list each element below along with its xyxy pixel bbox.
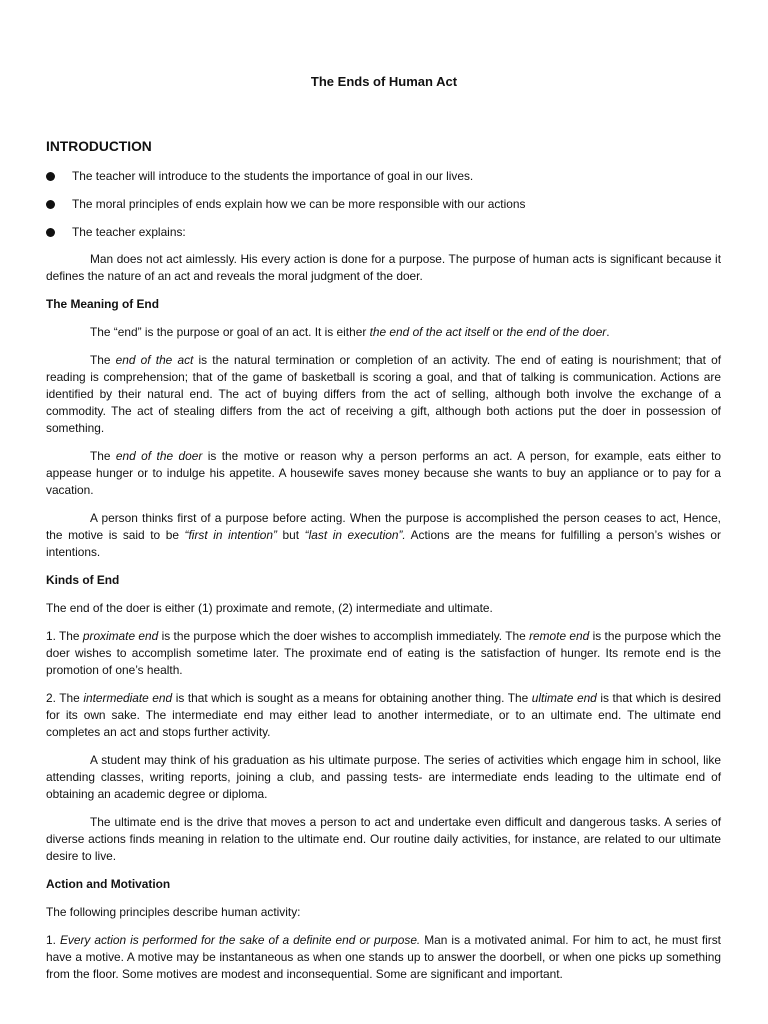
- text-run: is the motive or reason why a person performs an act. A person, for example, eats either to appease hunger or to indulge his appetite. A housewife saves money because she wants to buy an appliance or to pay for a vacation.: [46, 449, 721, 497]
- italic-term: proximate end: [82, 629, 159, 643]
- heading-kinds-of-end: Kinds of End: [46, 573, 120, 587]
- text-run: but: [276, 528, 305, 542]
- paragraph-end-definition: [46, 324, 721, 341]
- bullet-item: [46, 196, 721, 213]
- text-run: is that which is desired for its own sake. The intermediate end may either lead to another intermediate, or to an ultimate end. The ultimate end completes an act and stops further activity.: [46, 691, 721, 739]
- text-run: The: [90, 449, 116, 463]
- italic-term: intermediate end: [83, 691, 173, 705]
- bullet-item: [46, 224, 721, 241]
- paragraph-end-of-act: [46, 352, 721, 437]
- paragraph-principles-intro: The following principles describe human activity:: [46, 905, 301, 919]
- text-run: 2. The: [46, 691, 84, 705]
- italic-term: end of the doer: [115, 449, 203, 463]
- paragraph-ultimate-drive: The ultimate end is the drive that moves a person to act and undertake even difficult and dangerous tasks. A series of diverse actions finds meaning in relation to the ultimate end. Our routine daily activities, for instance, are related to our ultimate desire to live.: [46, 815, 721, 863]
- heading-meaning-of-end: The Meaning of End: [46, 297, 159, 311]
- bullet-icon: [46, 200, 55, 209]
- italic-term: the end of the act itself: [369, 325, 490, 339]
- paragraph-kinds-summary: The end of the doer is either (1) proximate and remote, (2) intermediate and ultimate.: [46, 601, 493, 615]
- introduction-heading: INTRODUCTION: [46, 139, 152, 154]
- italic-quote: “first in intention”: [184, 528, 277, 542]
- text-run: .: [606, 325, 610, 339]
- text-run: The “end” is the purpose or goal of an act. It is either: [90, 325, 370, 339]
- paragraph-purpose-first: [46, 510, 721, 561]
- text-run: Man is a motivated animal. For him to act, he must first have a motive. A motive may be instantaneous as when one stands up to answer the doorbell, or when one picks up something from the floor. Some motives are modest and inconsequential. Some are significant and important.: [46, 933, 721, 981]
- italic-term: end of the act: [115, 353, 194, 367]
- bullet-text: The teacher will introduce to the students the importance of goal in our lives.: [72, 169, 474, 183]
- bullet-item: [46, 168, 721, 185]
- italic-term: remote end: [529, 629, 590, 643]
- text-run: or: [489, 325, 507, 339]
- heading-action-motivation: Action and Motivation: [46, 877, 171, 891]
- bullet-icon: [46, 228, 55, 237]
- text-run: is the purpose which the doer wishes to accomplish sometime later. The proximate end of eating is the satisfaction of hunger. Its remote end is the promotion of one’s health.: [46, 629, 721, 677]
- paragraph-intermediate-ultimate: [46, 690, 721, 741]
- text-run: The: [90, 353, 116, 367]
- text-run: Actions are the means for fulfilling a person’s wishes or intentions.: [46, 528, 721, 559]
- paragraph-proximate-remote: [46, 628, 721, 679]
- paragraph-end-of-doer: [46, 448, 721, 499]
- introduction-bullet-list: [46, 168, 721, 252]
- italic-term: the end of the doer: [506, 325, 607, 339]
- text-run: 1. The: [46, 629, 83, 643]
- paragraph-principle-one: [46, 932, 721, 983]
- paragraph-man-acts: Man does not act aimlessly. His every action is done for a purpose. The purpose of human acts is significant because it defines the nature of an act and reveals the moral judgment of the doer.: [46, 252, 721, 283]
- paragraph-student-example: A student may think of his graduation as his ultimate purpose. The series of activities which engage him in school, like attending classes, writing reports, joining a club, and passing tests- are intermediate ends leading to the ultimate end of obtaining an academic degree or diploma.: [46, 753, 721, 801]
- bullet-icon: [46, 172, 55, 181]
- bullet-text: The moral principles of ends explain how we can be more responsible with our actions: [72, 197, 526, 211]
- italic-quote: “last in execution”.: [304, 528, 406, 542]
- bullet-text: The teacher explains:: [72, 225, 186, 239]
- text-run: is the purpose which the doer wishes to accomplish immediately. The: [158, 629, 530, 643]
- text-run: A person thinks first of a purpose before acting. When the purpose is accomplished the person ceases to act, Hence, the motive is said to be: [46, 511, 721, 542]
- italic-term: ultimate end: [531, 691, 597, 705]
- text-run: is that which is sought as a means for obtaining another thing. The: [172, 691, 532, 705]
- document-body: [46, 251, 721, 994]
- document-title: The Ends of Human Act: [310, 74, 458, 89]
- italic-principle: Every action is performed for the sake of a definite end or purpose.: [59, 933, 421, 947]
- text-run: 1.: [46, 933, 60, 947]
- text-run: is the natural termination or completion of an activity. The end of eating is nourishment; that of reading is comprehension; that of the game of basketball is scoring a goal, and that of talking is communication. Actions are identified by their natural end. The act of buying differs from the act of selling, although both involve the exchange of a commodity. The act of stealing differs from the act of receiving a gift, although both actions put the doer in possession of something.: [46, 353, 722, 435]
